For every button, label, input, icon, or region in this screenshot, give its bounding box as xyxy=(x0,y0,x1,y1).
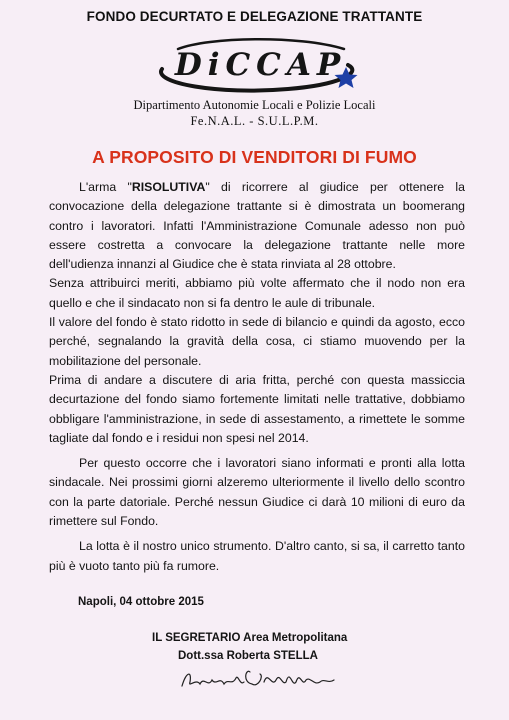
paragraph-4: Prima di andare a discutere di aria fritta, perché con questa massiccia decurtazione del fondo siamo fortemente limitati nelle trattative, dobbiamo obbligare l'amministrazione, in sede di assestamento, a rimettete le somme tagliate dal fondo e i residui non spesi nel 2014. xyxy=(49,372,465,445)
headline: A PROPOSITO DI VENDITORI DI FUMO xyxy=(92,147,417,167)
document-date: Napoli, 04 ottobre 2015 xyxy=(78,596,204,608)
paragraph-2: Senza attribuirci meriti, abbiamo più volte affermato che il nodo non era quello e che il sindacato non si fa dentro le aule di tribunale. xyxy=(49,276,465,310)
logo-wordmark: DiCCAP xyxy=(174,47,347,83)
department-name: Dipartimento Autonomie Locali e Polizie Locali xyxy=(133,98,376,112)
handwritten-signature xyxy=(178,664,338,694)
paragraph-3: Il valore del fondo è stato ridotto in sede di bilancio e quindi da agosto, ecco perché, segnalando la gravità della cosa, ci stiamo muovendo per la mobilitazione del personale. xyxy=(49,315,465,368)
union-name: Fe.N.A.L. - S.U.L.P.M. xyxy=(190,114,319,128)
paragraph-5: Per questo occorre che i lavoratori siano informati e pronti alla lotta sindacale. Nei prossimi giorni alzeremo ulteriormente il livello dello scontro con la parte datoriale. Perché nessun Giudice ci darà 10 milioni di euro da rimettere sul Fondo. xyxy=(49,456,465,529)
document-top-title: FONDO DECURTATO E DELEGAZIONE TRATTANTE xyxy=(86,9,423,24)
emphasis-risolutiva: RISOLUTIVA xyxy=(131,180,206,194)
diccap-logo xyxy=(148,35,373,97)
signatory-role: IL SEGRETARIO Area Metropolitana xyxy=(152,632,348,644)
paragraph-6: La lotta è il nostro unico strumento. D'altro canto, si sa, il carretto tanto più è vuoto tanto più fa rumore. xyxy=(49,539,465,573)
article-body xyxy=(49,178,465,576)
paragraph-1: L'arma "RISOLUTIVA" di ricorrere al giudice per ottenere la convocazione della delegazione trattante si è dimostrata un boomerang contro i lavoratori. Infatti l'Amministrazione Comunale adesso non può essere costretta a convocare la delegazione trattante nelle more dell'udienza innanzi al Giudice che è stata rinviata al 28 ottobre. xyxy=(49,180,465,272)
signatory-name: Dott.ssa Roberta STELLA xyxy=(178,650,318,662)
